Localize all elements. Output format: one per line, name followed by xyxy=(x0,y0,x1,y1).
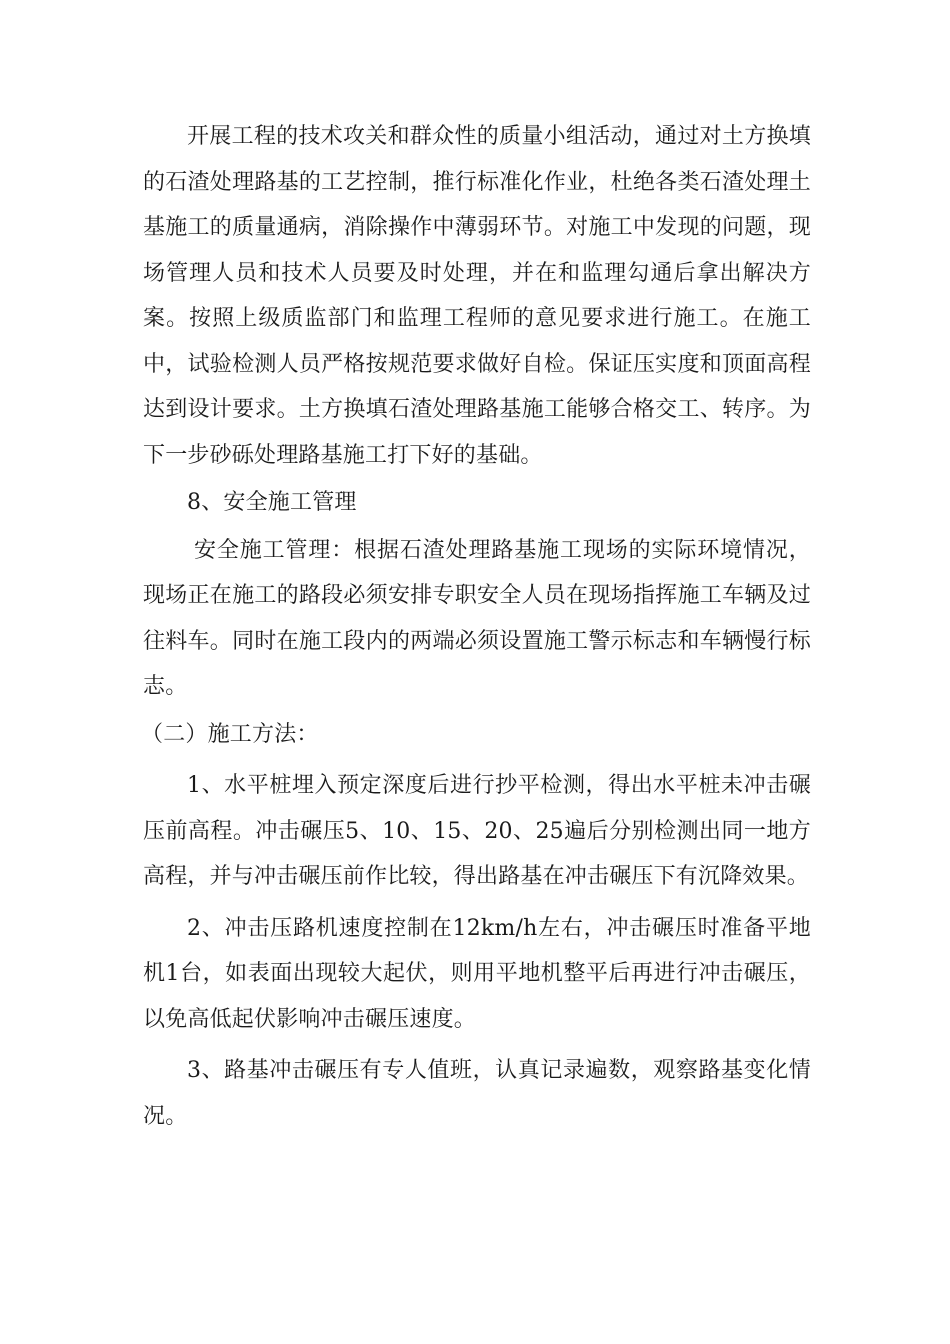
section-heading-methods: （二）施工方法： xyxy=(141,721,319,747)
paragraph-safety-management: 安全施工管理：根据石渣处理路基施工现场的实际环境情况，现场正在施工的路段必须安排专职安全人员在现场指挥施工车辆及过往料车。同时在施工段内的两端必须设置施工警示标志和车辆慢行标志。 xyxy=(143,537,811,699)
section-heading-safety: 8、安全施工管理 xyxy=(187,490,357,515)
document-body xyxy=(143,114,811,1139)
paragraph-method-3: 3、路基冲击碾压有专人值班，认真记录遍数，观察路基变化情况。 xyxy=(143,1058,811,1129)
paragraph-method-1: 1、水平桩埋入预定深度后进行抄平检测，得出水平桩未冲击碾压前高程。冲击碾压5、10、15、20、25遍后分别检测出同一地方高程，并与冲击碾压前作比较，得出路基在冲击碾压下有沉降效果。 xyxy=(143,773,811,889)
paragraph-quality-activities: 开展工程的技术攻关和群众性的质量小组活动，通过对土方换填的石渣处理路基的工艺控制，推行标准化作业，杜绝各类石渣处理土基施工的质量通病，消除操作中薄弱环节。对施工中发现的问题，现场管理人员和技术人员要及时处理，并在和监理勾通后拿出解决方案。按照上级质监部门和监理工程师的意见要求进行施工。在施工中，试验检测人员严格按规范要求做好自检。保证压实度和顶面高程达到设计要求。土方换填石渣处理路基施工能够合格交工、转序。为下一步砂砾处理路基施工打下好的基础。 xyxy=(143,124,811,468)
paragraph-method-2: 2、冲击压路机速度控制在12km/h左右，冲击碾压时准备平地机1台，如表面出现较大起伏，则用平地机整平后再进行冲击碾压，以免高低起伏影响冲击碾压速度。 xyxy=(143,915,811,1032)
